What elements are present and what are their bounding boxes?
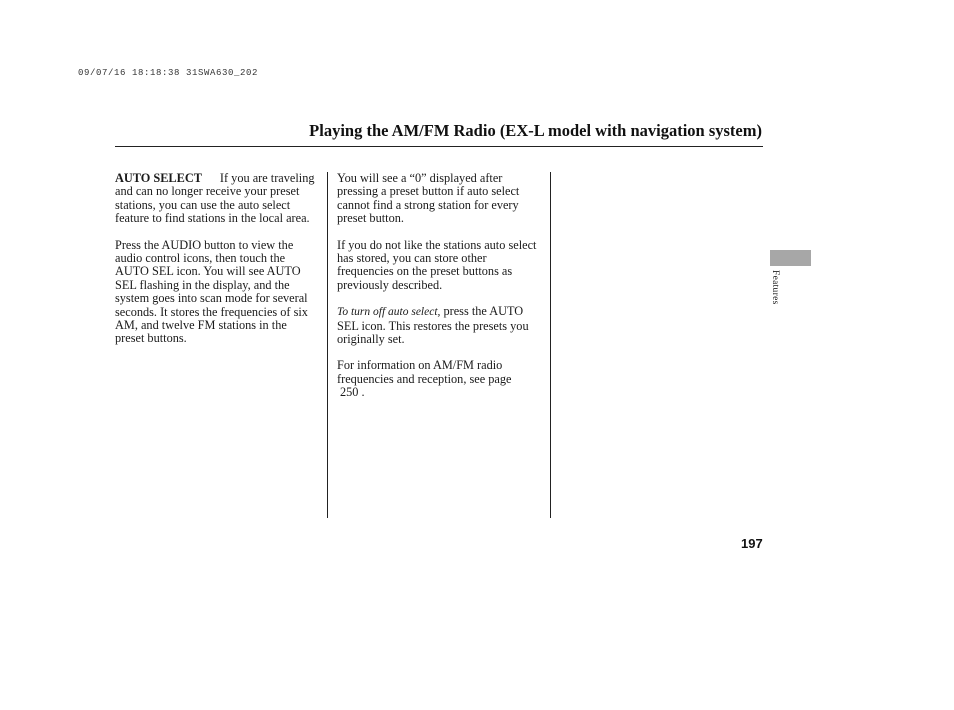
column-middle (337, 172, 544, 413)
print-stamp: 09/07/16 18:18:38 31SWA630_202 (78, 68, 259, 78)
turn-off-text: press the AUTO SEL icon. This restores the presets you originally set. (337, 304, 529, 347)
title-rule (115, 146, 763, 147)
audio-button-paragraph: Press the AUDIO button to view the audio control icons, then touch the AUTO SEL icon. You will see AUTO SEL flashing in the display, and the system goes into scan mode for several seconds. It stores the frequencies of six AM, and twelve FM stations in the preset buttons. (115, 237, 308, 346)
section-tab-label: Features (770, 270, 780, 305)
page-title: Playing the AM/FM Radio (EX-L model with navigation system) (309, 121, 762, 140)
column-divider-2 (550, 172, 551, 518)
auto-select-paragraph (115, 172, 319, 226)
zero-display-paragraph: You will see a “0” displayed after pressing a preset button if auto select cannot find a strong station for every preset button. (337, 171, 520, 226)
section-tab-marker (770, 250, 811, 266)
turn-off-lead: To turn off auto select, (337, 306, 441, 319)
store-other-paragraph: If you do not like the stations auto select has stored, you can store other frequencies on the preset buttons as previously described. (337, 237, 537, 292)
column-divider-1 (327, 172, 328, 518)
column-left (115, 172, 319, 359)
page-reference-link[interactable]: 250 (340, 385, 359, 400)
page-number: 197 (741, 536, 763, 551)
auto-select-intro: If you are traveling and can no longer receive your preset stations, you can use the auto select feature to find stations in the local area. (115, 171, 315, 226)
auto-select-heading: AUTO SELECT (115, 171, 202, 185)
reference-period: . (361, 385, 365, 400)
turn-off-paragraph (337, 305, 544, 346)
reference-paragraph (337, 359, 544, 399)
reference-text: For information on AM/FM radio frequencies and reception, see page (337, 358, 512, 386)
